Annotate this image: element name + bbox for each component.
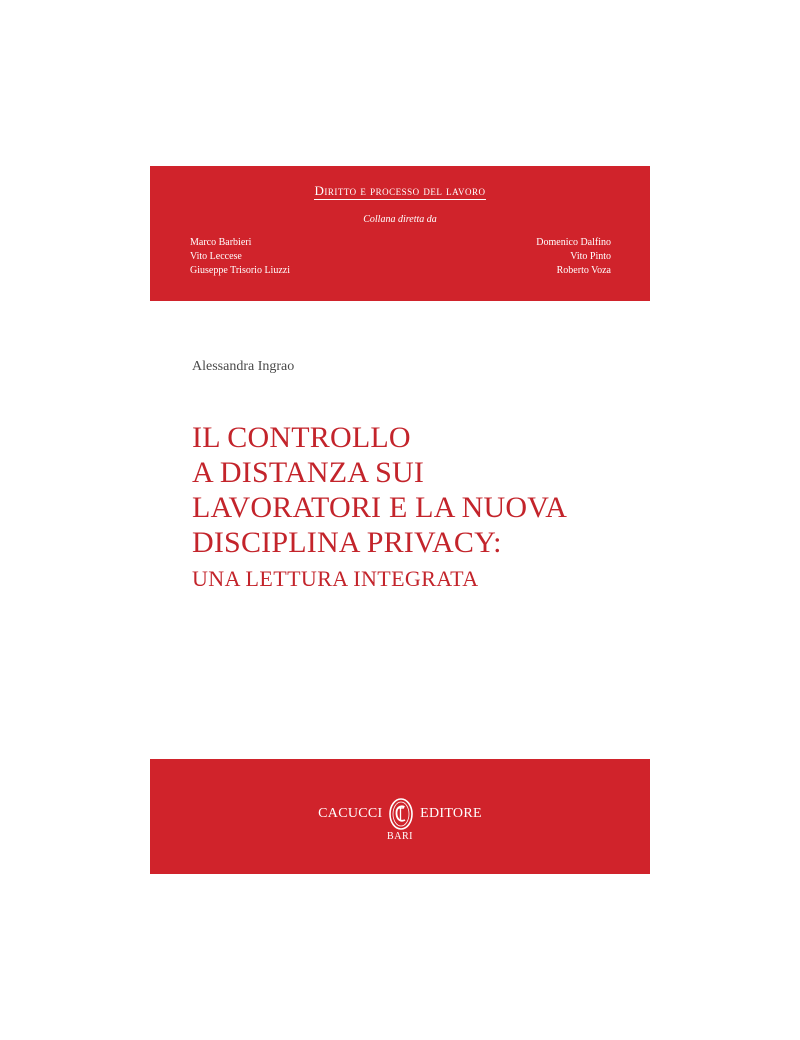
editor-name: Roberto Voza [556,265,611,276]
series-title: Diritto e processo del lavoro [314,183,486,198]
publisher-name-right: EDITORE [420,806,482,821]
editor-name: Vito Pinto [570,251,611,262]
editor-name: Domenico Dalfino [536,237,611,248]
editor-name: Vito Leccese [190,251,242,262]
publisher-band [150,759,650,874]
title-line: DISCIPLINA PRIVACY: [192,526,502,559]
series-header-band [150,166,650,301]
editor-name: Giuseppe Trisorio Liuzzi [190,265,290,276]
publisher-name-left: CACUCCI [318,806,383,821]
publisher-name [150,797,650,831]
publisher-city: BARI [387,831,413,842]
author-name: Alessandra Ingrao [192,359,295,374]
publisher-emblem-icon [388,797,414,831]
book-subtitle: UNA LETTURA INTEGRATA [192,566,479,591]
series-subtitle: Collana diretta da [363,214,437,225]
title-line: IL CONTROLLO [192,421,411,454]
title-line: A DISTANZA SUI [192,456,425,489]
title-line: LAVORATORI E LA NUOVA [192,491,568,524]
book-cover [150,166,650,874]
series-editors-right [536,236,611,278]
series-editors-left [190,236,290,278]
editor-name: Marco Barbieri [190,237,252,248]
book-title [192,420,642,560]
